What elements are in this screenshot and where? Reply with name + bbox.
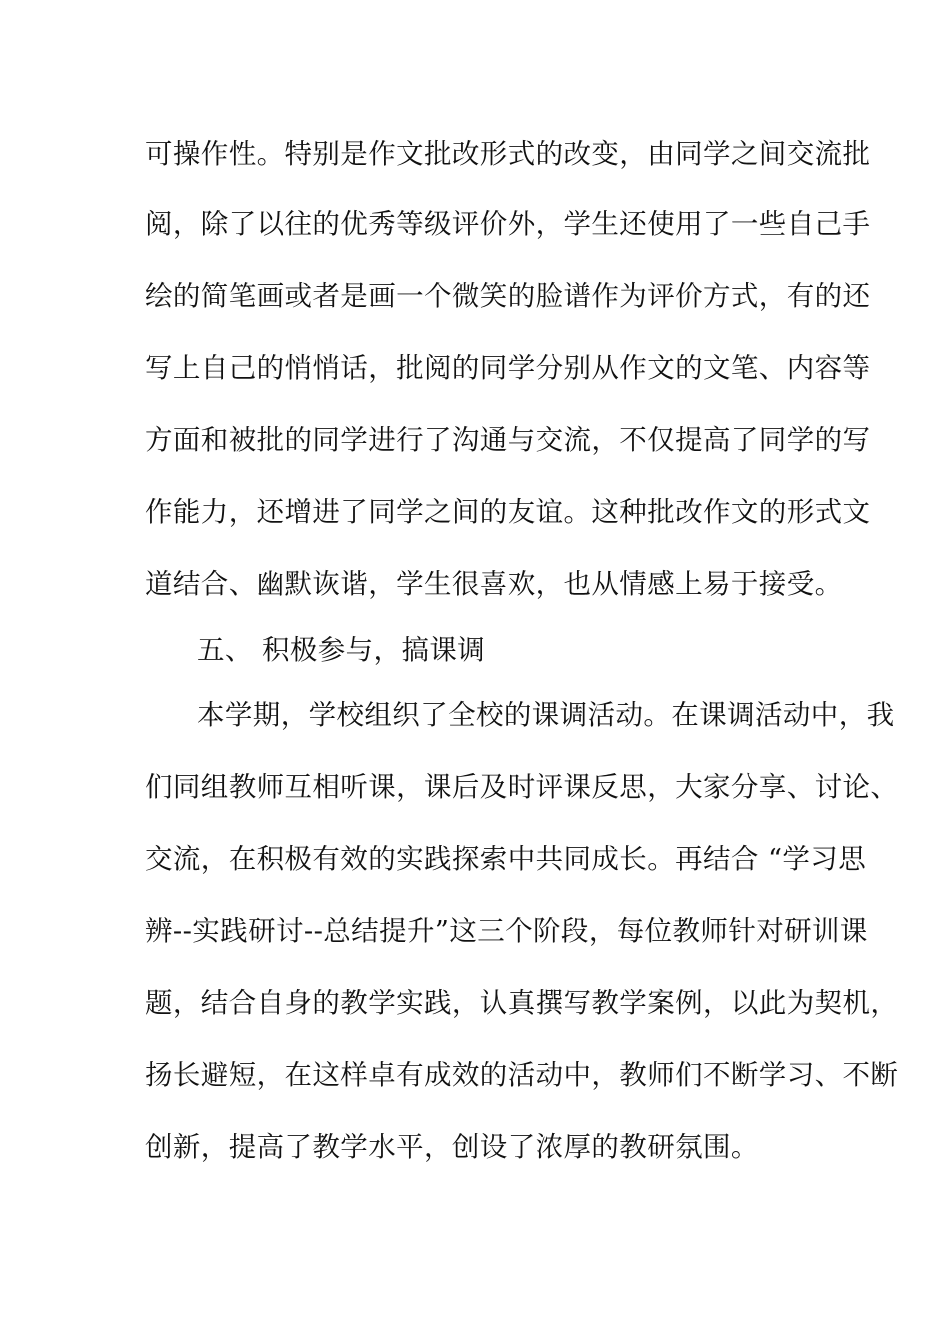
paragraph-line-6: 作能力，还增进了同学之间的友谊。这种批改作文的形式文 <box>145 496 871 528</box>
paragraph-line-11: 交流，在积极有效的实践探索中共同成长。再结合 “学习思 <box>145 843 867 875</box>
paragraph-line-9: 本学期，学校组织了全校的课调活动。在课调活动中，我 <box>197 699 895 731</box>
paragraph-line-7: 道结合、幽默诙谐，学生很喜欢，也从情感上易于接受。 <box>145 568 843 600</box>
paragraph-line-10: 们同组教师互相听课，课后及时评课反思，大家分享、讨论、 <box>145 771 899 803</box>
paragraph-line-1: 可操作性。特别是作文批改形式的改变，由同学之间交流批 <box>145 138 871 170</box>
paragraph-line-12: 辨--实践研讨--总结提升”这三个阶段，每位教师针对研训课 <box>145 915 868 947</box>
paragraph-line-5: 方面和被批的同学进行了沟通与交流，不仅提高了同学的写 <box>145 424 871 456</box>
paragraph-line-14: 扬长避短，在这样卓有成效的活动中，教师们不断学习、不断 <box>145 1059 899 1091</box>
section-heading: 五、 积极参与，搞课调 <box>197 634 486 666</box>
paragraph-line-2: 阅，除了以往的优秀等级评价外，学生还使用了一些自己手 <box>145 208 871 240</box>
paragraph-line-13: 题，结合自身的教学实践，认真撰写教学案例，以此为契机， <box>145 987 899 1019</box>
paragraph-line-3: 绘的简笔画或者是画一个微笑的脸谱作为评价方式，有的还 <box>145 280 871 312</box>
paragraph-line-4: 写上自己的悄悄话，批阅的同学分别从作文的文笔、内容等 <box>145 352 871 384</box>
paragraph-line-15: 创新，提高了教学水平，创设了浓厚的教研氛围。 <box>145 1131 759 1163</box>
